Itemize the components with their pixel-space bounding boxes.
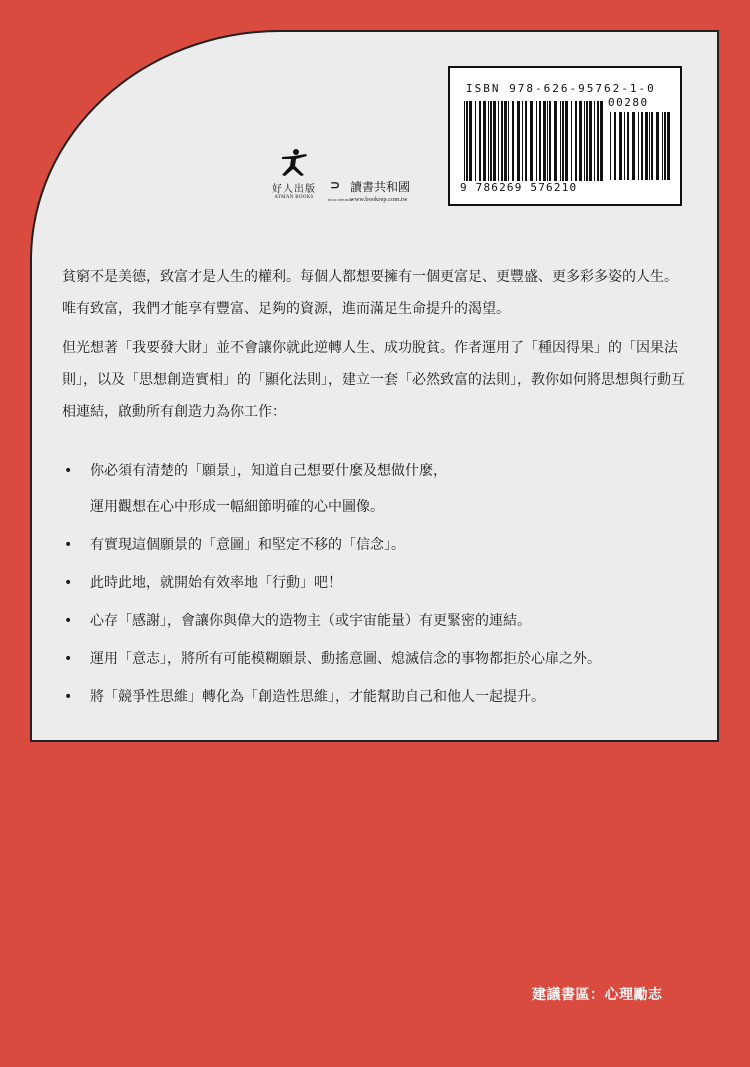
list-item (62, 567, 702, 599)
bullet-dot: • (64, 651, 73, 667)
list-item-text: 心存「感謝」，會讓你與偉大的造物主（或宇宙能量）有更緊密的連結。 (90, 613, 531, 629)
barcode-bar (479, 101, 481, 181)
book-republic-mark-icon: ⊃ (330, 178, 341, 192)
barcode-bar (490, 101, 492, 181)
barcode-bar (525, 101, 527, 181)
list-item-text: 你必須有清楚的「願景」，知道自己想要什麼及想做什麼， (90, 463, 447, 479)
barcode-bar (624, 112, 625, 180)
bullet-dot: • (64, 575, 73, 591)
barcode-bar (549, 101, 551, 181)
bullet-list (62, 455, 702, 719)
barcode-bar (554, 101, 557, 181)
barcode-bar (619, 112, 622, 180)
list-item-text: 此時此地，就開始有效率地「行動」吧！ (90, 575, 342, 591)
barcode-bar (530, 101, 533, 181)
publisher-name: 好人出版 (272, 184, 316, 195)
list-item-text: 有實現這個願景的「意圖」和堅定不移的「信念」。 (90, 537, 405, 553)
barcode-bar (649, 112, 650, 180)
barcode-bar (664, 112, 666, 180)
publisher-name-en: ATMAN BOOKS (274, 195, 314, 200)
isbn-label: ISBN 978-626-95762-1-0 (466, 82, 656, 95)
ean-barcode-bars (464, 101, 606, 181)
list-item (62, 605, 702, 637)
list-item-subtext: 運用觀想在心中形成一幅細節明確的心中圖像。 (90, 499, 384, 515)
barcode-bar (594, 101, 595, 181)
list-item (62, 643, 702, 675)
barcode-bar (504, 101, 507, 181)
description-paragraph-1: 貧窮不是美德，致富才是人生的權利。每個人都想要擁有一個更富足、更豐盛、更多彩多姿的人生。唯有致富，我們才能享有豐富、足夠的資源，進而滿足生命提升的渴望。 (62, 269, 678, 317)
publisher-logos (266, 148, 446, 208)
list-item (62, 529, 702, 561)
barcode-bar (645, 112, 648, 180)
barcode-bar (667, 112, 670, 180)
barcode-bar (651, 112, 653, 180)
barcode-bar (547, 101, 548, 181)
barcode-bar (508, 101, 509, 181)
barcode-bar (543, 101, 546, 181)
barcode-bar (466, 101, 468, 181)
barcode-bar (589, 101, 592, 181)
list-item (62, 681, 702, 713)
barcode-bar (656, 112, 659, 180)
bullet-dot: • (64, 463, 73, 479)
barcode-bar (536, 101, 537, 181)
addon-barcode-bars (610, 112, 670, 180)
barcode-digits: 9 786269 576210 (460, 181, 578, 194)
barcode-bar (638, 112, 639, 180)
barcode-bar (586, 101, 588, 181)
barcode-bar (597, 101, 599, 181)
barcode-bar (562, 101, 564, 181)
bullet-dot: • (64, 613, 73, 629)
atman-books-logo (266, 148, 322, 200)
list-item (62, 455, 702, 523)
barcode-bar (575, 101, 577, 181)
barcode-bar (469, 101, 472, 181)
barcode-bar (565, 101, 568, 181)
list-item-text: 將「競爭性思維」轉化為「創造性思維」，才能幫助自己和他人一起提升。 (90, 689, 545, 705)
barcode-bar (464, 101, 465, 181)
barcode-bar (488, 101, 489, 181)
barcode-bar (498, 101, 499, 181)
barcode-bar (517, 101, 520, 181)
price-code: 00280 (608, 96, 649, 109)
running-figure-icon (274, 148, 314, 178)
list-item-text: 運用「意志」，將所有可能模糊願景、動搖意圖、熄滅信念的事物都拒於心扉之外。 (90, 651, 601, 667)
barcode-bar (512, 101, 514, 181)
barcode-bar (560, 101, 561, 181)
barcode-bar (662, 112, 663, 180)
barcode-bar (475, 101, 476, 181)
barcode-bar (632, 112, 635, 180)
barcode-bar (614, 112, 616, 180)
barcode-bar (641, 112, 643, 180)
description-paragraph-2: 但光想著「我要發大財」並不會讓你就此逆轉人生、成功脫貧。作者運用了「種因得果」的「因果法則」，以及「思想創造實相」的「顯化法則」，建立一套「必然致富的法則」，教你如何將思想與行動互相連結，啟動所有創造力為你工作： (62, 340, 685, 420)
bullet-dot: • (64, 689, 73, 705)
barcode-bar (579, 101, 582, 181)
barcode-bar (483, 101, 486, 181)
barcode-bar (610, 112, 611, 180)
barcode-bar (600, 101, 603, 181)
partner-name: 讀書共和國 (350, 180, 411, 194)
barcode-bar (584, 101, 585, 181)
bullet-dot: • (64, 537, 73, 553)
barcode-bar (627, 112, 629, 180)
barcode-bar (539, 101, 541, 181)
partner-url: www.bookrep.com.tw (350, 196, 408, 203)
barcode-bar (493, 101, 496, 181)
barcode-bar (571, 101, 572, 181)
isbn-barcode (448, 66, 682, 206)
category-label: 建議書區：心理勵志 (532, 987, 663, 1003)
barcode-bar (522, 101, 523, 181)
barcode-bar (501, 101, 503, 181)
partner-tag: BOOK REPUBLIC (328, 198, 353, 202)
